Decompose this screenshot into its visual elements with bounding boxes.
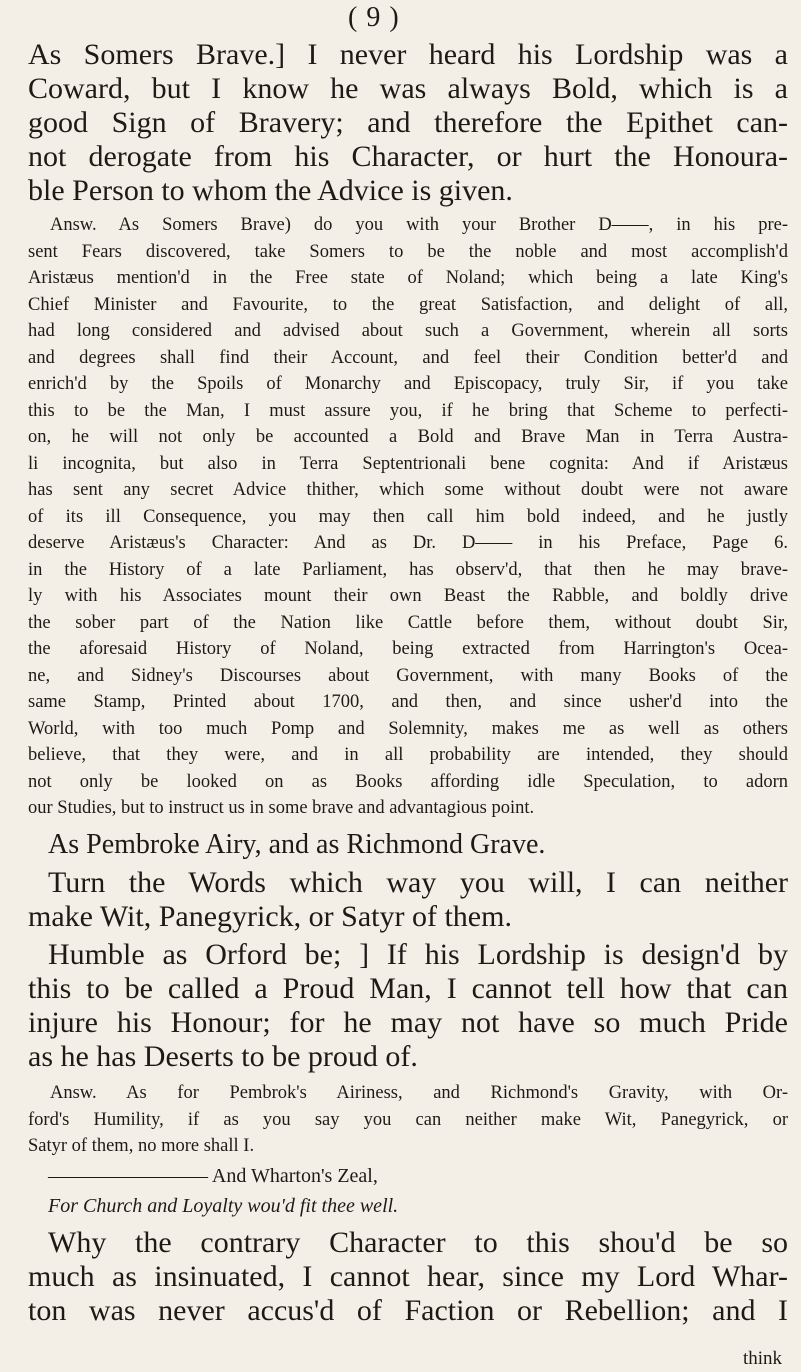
text-line: not derogate from his Character, or hurt the Honoura- [28,140,788,173]
text-line: li incognita, but also in Terra Septentrionali bene cognita: And if Aristæus [28,453,788,474]
text-line: our Studies, but to instruct us in some brave and advantagious point. [28,798,535,818]
text-line: sent Fears discovered, take Somers to be the noble and most accomplish'd [28,241,788,262]
text-line: in the History of a late Parliament, has observ'd, that then he may brave- [28,559,788,580]
text-line: ton was never accus'd of Faction or Rebellion; and I [28,1294,788,1327]
text-line: World, with too much Pomp and Solemnity, makes me as well as others [28,718,788,739]
text-line: good Sign of Bravery; and therefore the Epithet can- [28,106,788,139]
heading-line: ———————— And Wharton's Zeal, [48,1165,378,1187]
text-line: had long considered and advised about such a Government, wherein all sorts [28,321,788,341]
text-line: Coward, but I know he was always Bold, which is a [28,72,788,105]
text-line: Aristæus mention'd in the Free state of Noland; which being a late King's [28,268,788,288]
text-line: Turn the Words which way you will, I can neither [48,866,788,899]
text-line: injure his Honour; for he may not have so much Pride [28,1006,788,1039]
text-line: Why the contrary Character to this shou'd be so [48,1226,788,1259]
text-line: Answ. As for Pembrok's Airiness, and Richmond's Gravity, with Or- [50,1083,788,1103]
text-line: the sober part of the Nation like Cattle before them, without doubt Sir, [28,612,788,633]
heading-line: As Pembroke Airy, and as Richmond Grave. [48,829,546,860]
text-line: same Stamp, Printed about 1700, and then, and since usher'd into the [28,692,788,712]
text-line: this to be called a Proud Man, I cannot tell how that can [28,972,788,1005]
text-line: this to be the Man, I must assure you, if he bring that Scheme to perfecti- [28,400,788,421]
text-line: enrich'd by the Spoils of Monarchy and Episcopacy, truly Sir, if you take [28,374,788,394]
text-line: has sent any secret Advice thither, which some without doubt were not aware [28,480,788,500]
text-line: As Somers Brave.] I never heard his Lordship was a [28,38,788,71]
heading-pembroke-richmond [28,828,801,862]
text-line: believe, that they were, and in all probability are intended, they should [28,745,788,765]
text-line: not only be looked on as Books affording idle Speculation, to adorn [28,771,788,792]
text-line: as he has Deserts to be proud of. [28,1040,418,1073]
answer-2 [28,1080,788,1160]
heading-wharton [28,1162,801,1190]
text-line: make Wit, Panegyrick, or Satyr of them. [28,900,512,933]
passage-1 [28,38,788,208]
text-line: Chief Minister and Favourite, to the great Satisfaction, and delight of all, [28,294,788,315]
text-line: ble Person to whom the Advice is given. [28,174,513,207]
passage-2 [28,866,788,934]
text-line: much as insinuated, I cannot hear, since my Lord Whar- [28,1260,788,1293]
text-line: ne, and Sidney's Discourses about Government, with many Books of the [28,665,788,686]
text-line: on, he will not only be accounted a Bold and Brave Man in Terra Austra- [28,427,788,447]
text-line: Satyr of them, no more shall I. [28,1136,255,1156]
book-page [28,0,788,1372]
catchword: think [742,1348,782,1369]
answer-1 [28,212,788,822]
text-line: the aforesaid History of Noland, being extracted from Harrington's Ocea- [28,639,788,659]
text-line: of its ill Consequence, you may then call him bold indeed, and he justly [28,506,788,527]
text-line: Answ. As Somers Brave) do you with your Brother D——, in his pre- [50,215,788,235]
text-line: deserve Aristæus's Character: And as Dr. D—— in his Preface, Page 6. [28,533,788,553]
passage-4 [28,1226,788,1328]
heading-church-loyalty [28,1192,801,1220]
text-line: and degrees shall find their Account, and feel their Condition better'd and [28,347,788,368]
heading-line: For Church and Loyalty wou'd fit thee well. [48,1195,399,1217]
text-line: ford's Humility, if as you say you can neither make Wit, Panegyrick, or [28,1109,788,1130]
page-number: ( 9 ) [348,2,400,33]
passage-3 [28,938,788,1074]
text-line: Humble as Orford be; ] If his Lordship is design'd by [48,938,788,971]
text-line: ly with his Associates mount their own Beast the Rabble, and boldly drive [28,586,788,606]
